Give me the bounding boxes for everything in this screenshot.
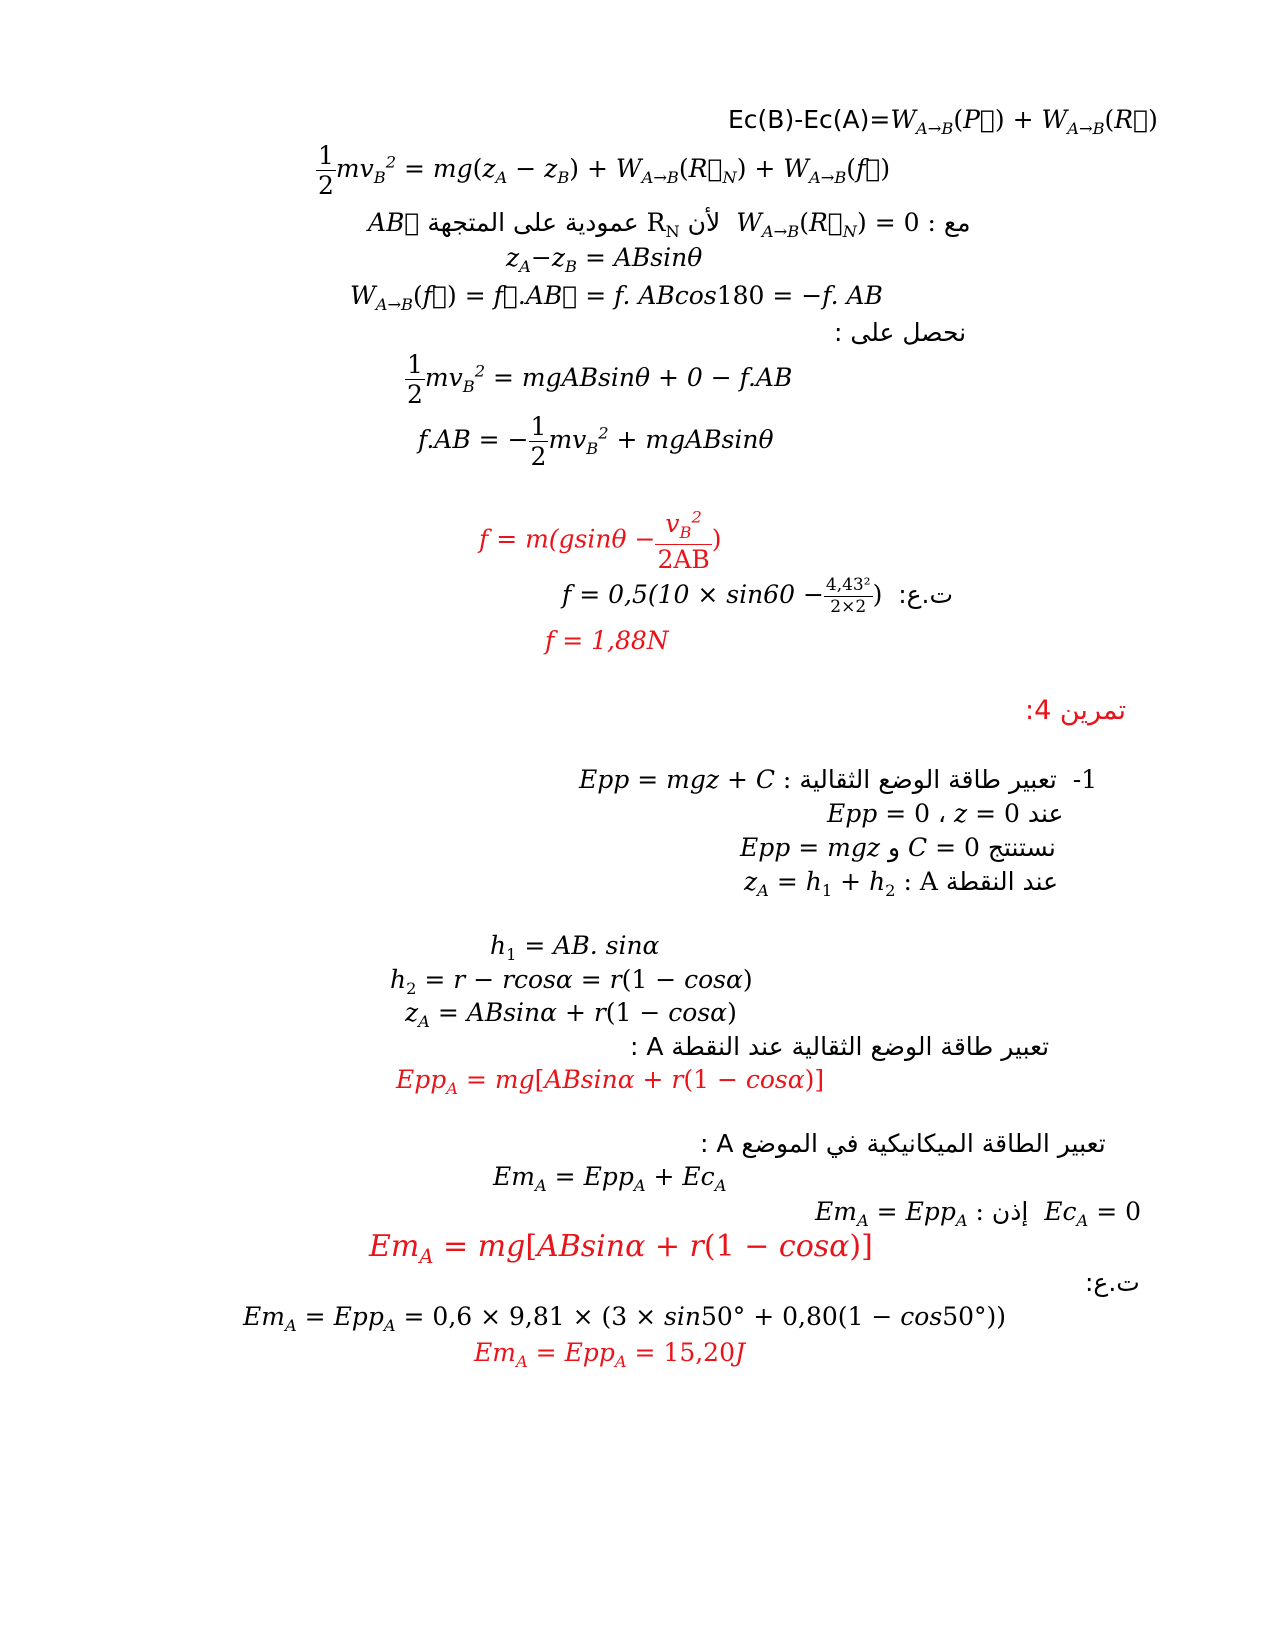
- result-epp-a: Epp$_A$ = mg[ABsinα + r(1 − cosα)]: [396, 1065, 825, 1098]
- result-em-numeric: $Em_A = Epp_A = 15,20J$: [474, 1338, 746, 1371]
- fraction-half: $\frac{1}{2}$: [318, 141, 334, 200]
- label-numeric-app: ت.ع:: [1085, 1268, 1140, 1297]
- eq-em-numeric: $Em_A = Epp_A = 0,6 \times 9,81 \times (3 \times \sin 50^\circ + 0,80(1 - \cos 50^\circ))$: [243, 1302, 1007, 1335]
- eq-constant: Epp = mgz و C = 0 نستنتج: [740, 833, 1056, 862]
- eq-friction-formula: f = m(gsinθ − $\frac{v_B^2}{2AB}$ ): [479, 508, 722, 574]
- note-normal-reaction: AB⃗ عمودية على المتجهة $R_N$ لأن $W_{A\to B}(R⃗_N) = 0$ : مع: [368, 208, 971, 241]
- eq-h2: $h_2 = r - rcos\alpha = r(1 - \cos\alpha)$: [390, 965, 753, 998]
- eq-ec-lhs: Ec(B)-Ec(A)=: [728, 105, 891, 134]
- text-potential-at-a: تعبير طاقة الوضع الثقالية عند النقطة A :: [630, 1032, 1050, 1061]
- eq-energy-theorem: $Ec(B)-Ec(A)=W_{A\to B}(P⃗)$ + $W_{A\to B}(R⃗)$: [728, 105, 1158, 138]
- eq-friction-work: $W_{A\to B}(f⃗)$ = f⃗.AB⃗ = f. ABcos180 = −f. AB: [350, 281, 883, 314]
- result-em-a: $Em_A = mg[ABsin\alpha + r(1 - \cos\alpha)]$: [369, 1229, 873, 1268]
- eq-potential-energy: Epp = mgz + C : تعبير طاقة الوضع الثقالية -1: [579, 765, 1098, 794]
- eq-friction-ab: f.AB = − $\frac{1}{2}$ $mv_B^2$ + mgABsinθ: [418, 412, 774, 471]
- eq-h1: $h_1$ = AB. sinα: [490, 931, 660, 964]
- eq-height-diff: $z_A-z_B = ABsin\theta$: [506, 243, 703, 276]
- result-friction: f = 1,88N: [545, 626, 669, 655]
- text-we-get: نحصل على :: [834, 318, 967, 347]
- eq-work-p: $W_{A\to B}$: [890, 105, 954, 138]
- eq-za-expanded: $z_A = ABsin\alpha + r(1 - \cos\alpha)$: [405, 998, 737, 1031]
- text-mechanical-at-a: تعبير الطاقة الميكانيكية في الموضع A :: [700, 1129, 1106, 1158]
- exercise-heading: تمرين 4:: [1025, 695, 1126, 726]
- eq-kinetic-result: $\frac{1}{2}$ $mv_B^2$ = mgABsinθ + 0 − f.AB: [407, 350, 793, 409]
- eq-em-equals-epp: $Em_A = Epp_A$ : إذن $Ec_A = 0$: [815, 1197, 1142, 1230]
- eq-reference: Epp = 0 ، z = 0 عند: [827, 799, 1064, 828]
- eq-za: $z_A = h_1 + h_2$ : A عند النقطة: [744, 867, 1059, 900]
- eq-kinetic-expansion: $\frac{1}{2}$ $mv_B^2 = mg(z_A - z_B)$ + $W_{A\to B}(R⃗_N)$ + $W_{A\to B}(f⃗)$: [318, 141, 891, 200]
- eq-em-a: $Em_A = Epp_A + Ec_A$: [493, 1162, 727, 1195]
- eq-friction-numeric: f = 0,5(10 × sin60 − $\frac{\text{4,43²}}{2\times 2}$ ) ت.ع:: [562, 575, 954, 617]
